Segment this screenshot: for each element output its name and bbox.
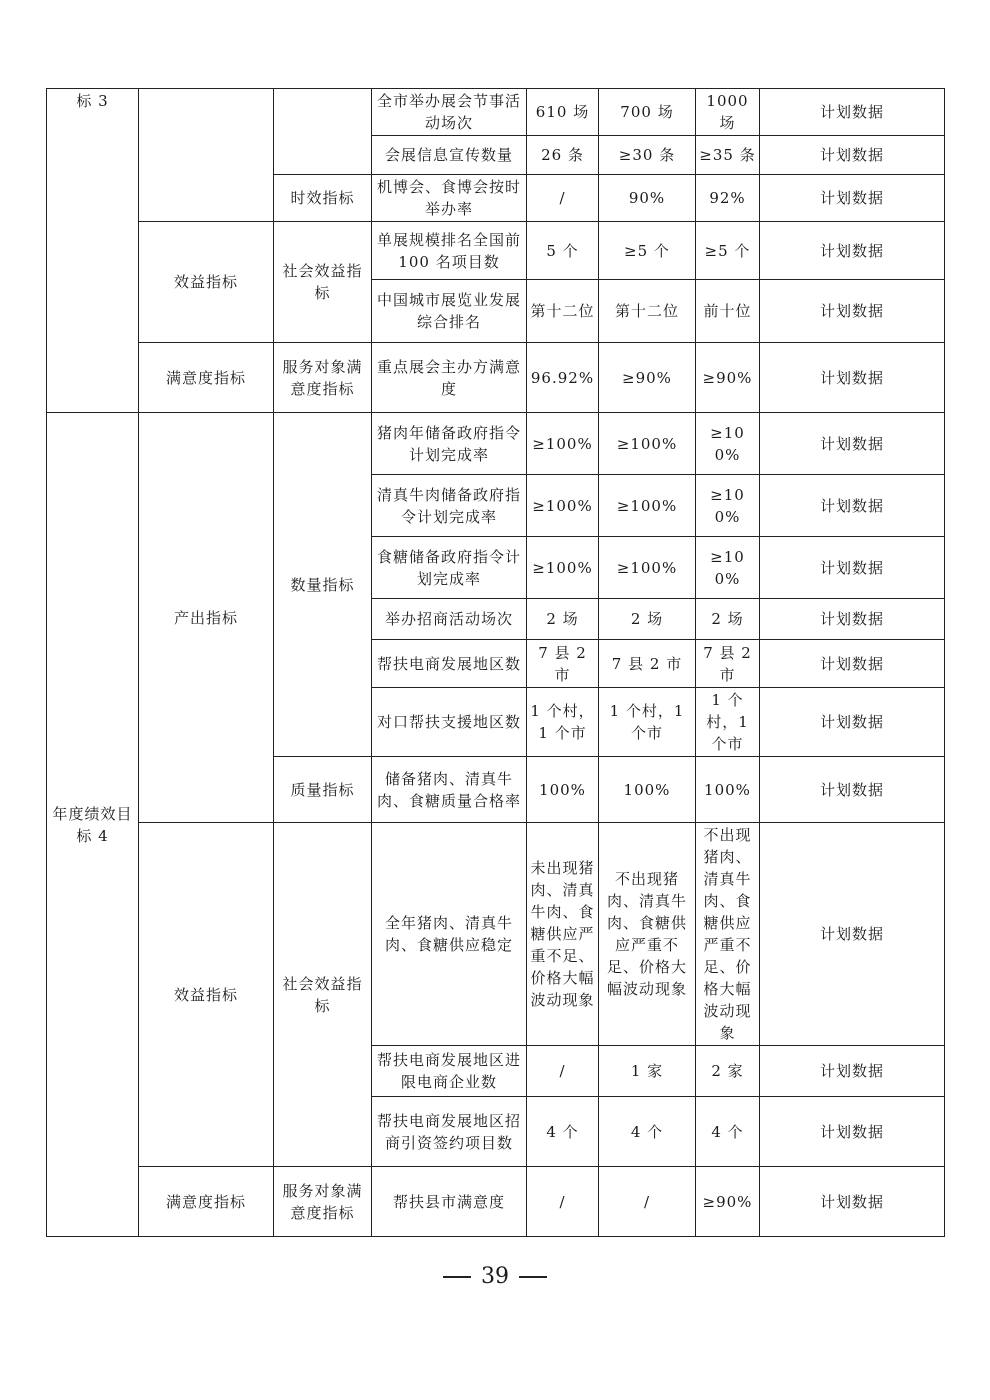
value-cell: ≥90% — [696, 343, 760, 413]
value-cell: 4 个 — [696, 1097, 760, 1167]
level1-cell: 效益指标 — [139, 823, 274, 1167]
source-cell: 计划数据 — [760, 537, 945, 599]
dash-right — [519, 1276, 547, 1278]
value-cell: 96.92% — [527, 343, 599, 413]
value-cell: 1 个村，1 个市 — [527, 688, 599, 757]
indicator-name: 举办招商活动场次 — [372, 599, 527, 640]
value-cell: 2 场 — [527, 599, 599, 640]
value-cell: ≥90% — [696, 1167, 760, 1237]
source-cell: 计划数据 — [760, 343, 945, 413]
indicator-name: 对口帮扶支援地区数 — [372, 688, 527, 757]
value-cell: 1 个村，1 个市 — [599, 688, 696, 757]
value-cell: ≥100% — [696, 413, 760, 475]
indicator-name: 帮扶电商发展地区进限电商企业数 — [372, 1046, 527, 1097]
performance-table — [46, 88, 945, 1237]
value-cell: 第十二位 — [527, 280, 599, 343]
value-cell: 610 场 — [527, 89, 599, 136]
indicator-name: 会展信息宣传数量 — [372, 136, 527, 175]
level2-cell: 社会效益指标 — [274, 222, 372, 343]
value-cell: ≥5 个 — [599, 222, 696, 280]
value-cell: ≥100% — [599, 475, 696, 537]
value-cell: 100% — [599, 757, 696, 823]
value-cell: 5 个 — [527, 222, 599, 280]
value-cell: ≥5 个 — [696, 222, 760, 280]
value-cell: ≥100% — [527, 475, 599, 537]
source-cell: 计划数据 — [760, 89, 945, 136]
value-cell: 2 场 — [696, 599, 760, 640]
level2-cell: 服务对象满意度指标 — [274, 1167, 372, 1237]
value-cell: 700 场 — [599, 89, 696, 136]
table-row — [47, 343, 945, 413]
value-cell: ≥35 条 — [696, 136, 760, 175]
page-number — [0, 1264, 990, 1289]
value-cell: ≥100% — [696, 475, 760, 537]
value-cell: ≥90% — [599, 343, 696, 413]
indicator-name: 猪肉年储备政府指令计划完成率 — [372, 413, 527, 475]
level2-cell: 服务对象满意度指标 — [274, 343, 372, 413]
source-cell: 计划数据 — [760, 757, 945, 823]
table-row — [47, 89, 945, 136]
source-cell: 计划数据 — [760, 823, 945, 1046]
value-cell: ≥100% — [527, 413, 599, 475]
value-cell: 1 家 — [599, 1046, 696, 1097]
value-cell: ≥100% — [527, 537, 599, 599]
level1-cell: 满意度指标 — [139, 1167, 274, 1237]
value-cell: 90% — [599, 175, 696, 222]
value-cell: 前十位 — [696, 280, 760, 343]
table-row — [47, 222, 945, 280]
indicator-name: 食糖储备政府指令计划完成率 — [372, 537, 527, 599]
source-cell: 计划数据 — [760, 280, 945, 343]
source-cell: 计划数据 — [760, 175, 945, 222]
value-cell: ≥100% — [599, 413, 696, 475]
source-cell: 计划数据 — [760, 222, 945, 280]
value-cell: ≥30 条 — [599, 136, 696, 175]
value-cell: 100% — [696, 757, 760, 823]
level2-cell — [274, 89, 372, 175]
source-cell: 计划数据 — [760, 1097, 945, 1167]
value-cell: 2 场 — [599, 599, 696, 640]
value-cell: 26 条 — [527, 136, 599, 175]
source-cell: 计划数据 — [760, 136, 945, 175]
value-cell: 4 个 — [527, 1097, 599, 1167]
indicator-name: 帮扶电商发展地区招商引资签约项目数 — [372, 1097, 527, 1167]
indicator-name: 帮扶电商发展地区数 — [372, 640, 527, 688]
value-cell: / — [527, 1046, 599, 1097]
value-cell: ≥100% — [696, 537, 760, 599]
value-cell: 不出现猪肉、清真牛肉、食糖供应严重不足、价格大幅波动现象 — [696, 823, 760, 1046]
dash-left — [443, 1276, 471, 1278]
page-number-value: 39 — [481, 1264, 509, 1289]
indicator-name: 重点展会主办方满意度 — [372, 343, 527, 413]
indicator-name: 储备猪肉、清真牛肉、食糖质量合格率 — [372, 757, 527, 823]
indicator-name: 全市举办展会节事活动场次 — [372, 89, 527, 136]
source-cell: 计划数据 — [760, 475, 945, 537]
level1-cell: 效益指标 — [139, 222, 274, 343]
value-cell: 4 个 — [599, 1097, 696, 1167]
source-cell: 计划数据 — [760, 1046, 945, 1097]
value-cell: 7 县 2 市 — [599, 640, 696, 688]
indicator-name: 全年猪肉、清真牛肉、食糖供应稳定 — [372, 823, 527, 1046]
value-cell: 100% — [527, 757, 599, 823]
value-cell: 1000 场 — [696, 89, 760, 136]
value-cell: 不出现猪肉、清真牛肉、食糖供应严重不足、价格大幅波动现象 — [599, 823, 696, 1046]
value-cell: 第十二位 — [599, 280, 696, 343]
source-cell: 计划数据 — [760, 640, 945, 688]
indicator-name: 帮扶县市满意度 — [372, 1167, 527, 1237]
value-cell: 1 个村，1 个市 — [696, 688, 760, 757]
source-cell: 计划数据 — [760, 413, 945, 475]
level2-cell: 社会效益指标 — [274, 823, 372, 1167]
level2-cell: 质量指标 — [274, 757, 372, 823]
table-row — [47, 413, 945, 475]
value-cell: 7 县 2 市 — [696, 640, 760, 688]
table-row — [47, 823, 945, 1046]
value-cell: 7 县 2 市 — [527, 640, 599, 688]
source-cell: 计划数据 — [760, 688, 945, 757]
value-cell: / — [599, 1167, 696, 1237]
source-cell: 计划数据 — [760, 1167, 945, 1237]
level2-cell: 时效指标 — [274, 175, 372, 222]
value-cell: 未出现猪肉、清真牛肉、食糖供应严重不足、价格大幅波动现象 — [527, 823, 599, 1046]
indicator-name: 中国城市展览业发展综合排名 — [372, 280, 527, 343]
level2-cell: 数量指标 — [274, 413, 372, 757]
value-cell: 2 家 — [696, 1046, 760, 1097]
indicator-name: 机博会、食博会按时举办率 — [372, 175, 527, 222]
value-cell: 92% — [696, 175, 760, 222]
level1-cell: 满意度指标 — [139, 343, 274, 413]
value-cell: / — [527, 175, 599, 222]
level1-cell: 产出指标 — [139, 413, 274, 823]
source-cell: 计划数据 — [760, 599, 945, 640]
value-cell: ≥100% — [599, 537, 696, 599]
level1-cell — [139, 89, 274, 222]
indicator-name: 清真牛肉储备政府指令计划完成率 — [372, 475, 527, 537]
goal-cell: 年度绩效目标 4 — [47, 413, 139, 1237]
value-cell: / — [527, 1167, 599, 1237]
table-row — [47, 1167, 945, 1237]
indicator-name: 单展规模排名全国前 100 名项目数 — [372, 222, 527, 280]
goal-cell: 标 3 — [47, 89, 139, 413]
